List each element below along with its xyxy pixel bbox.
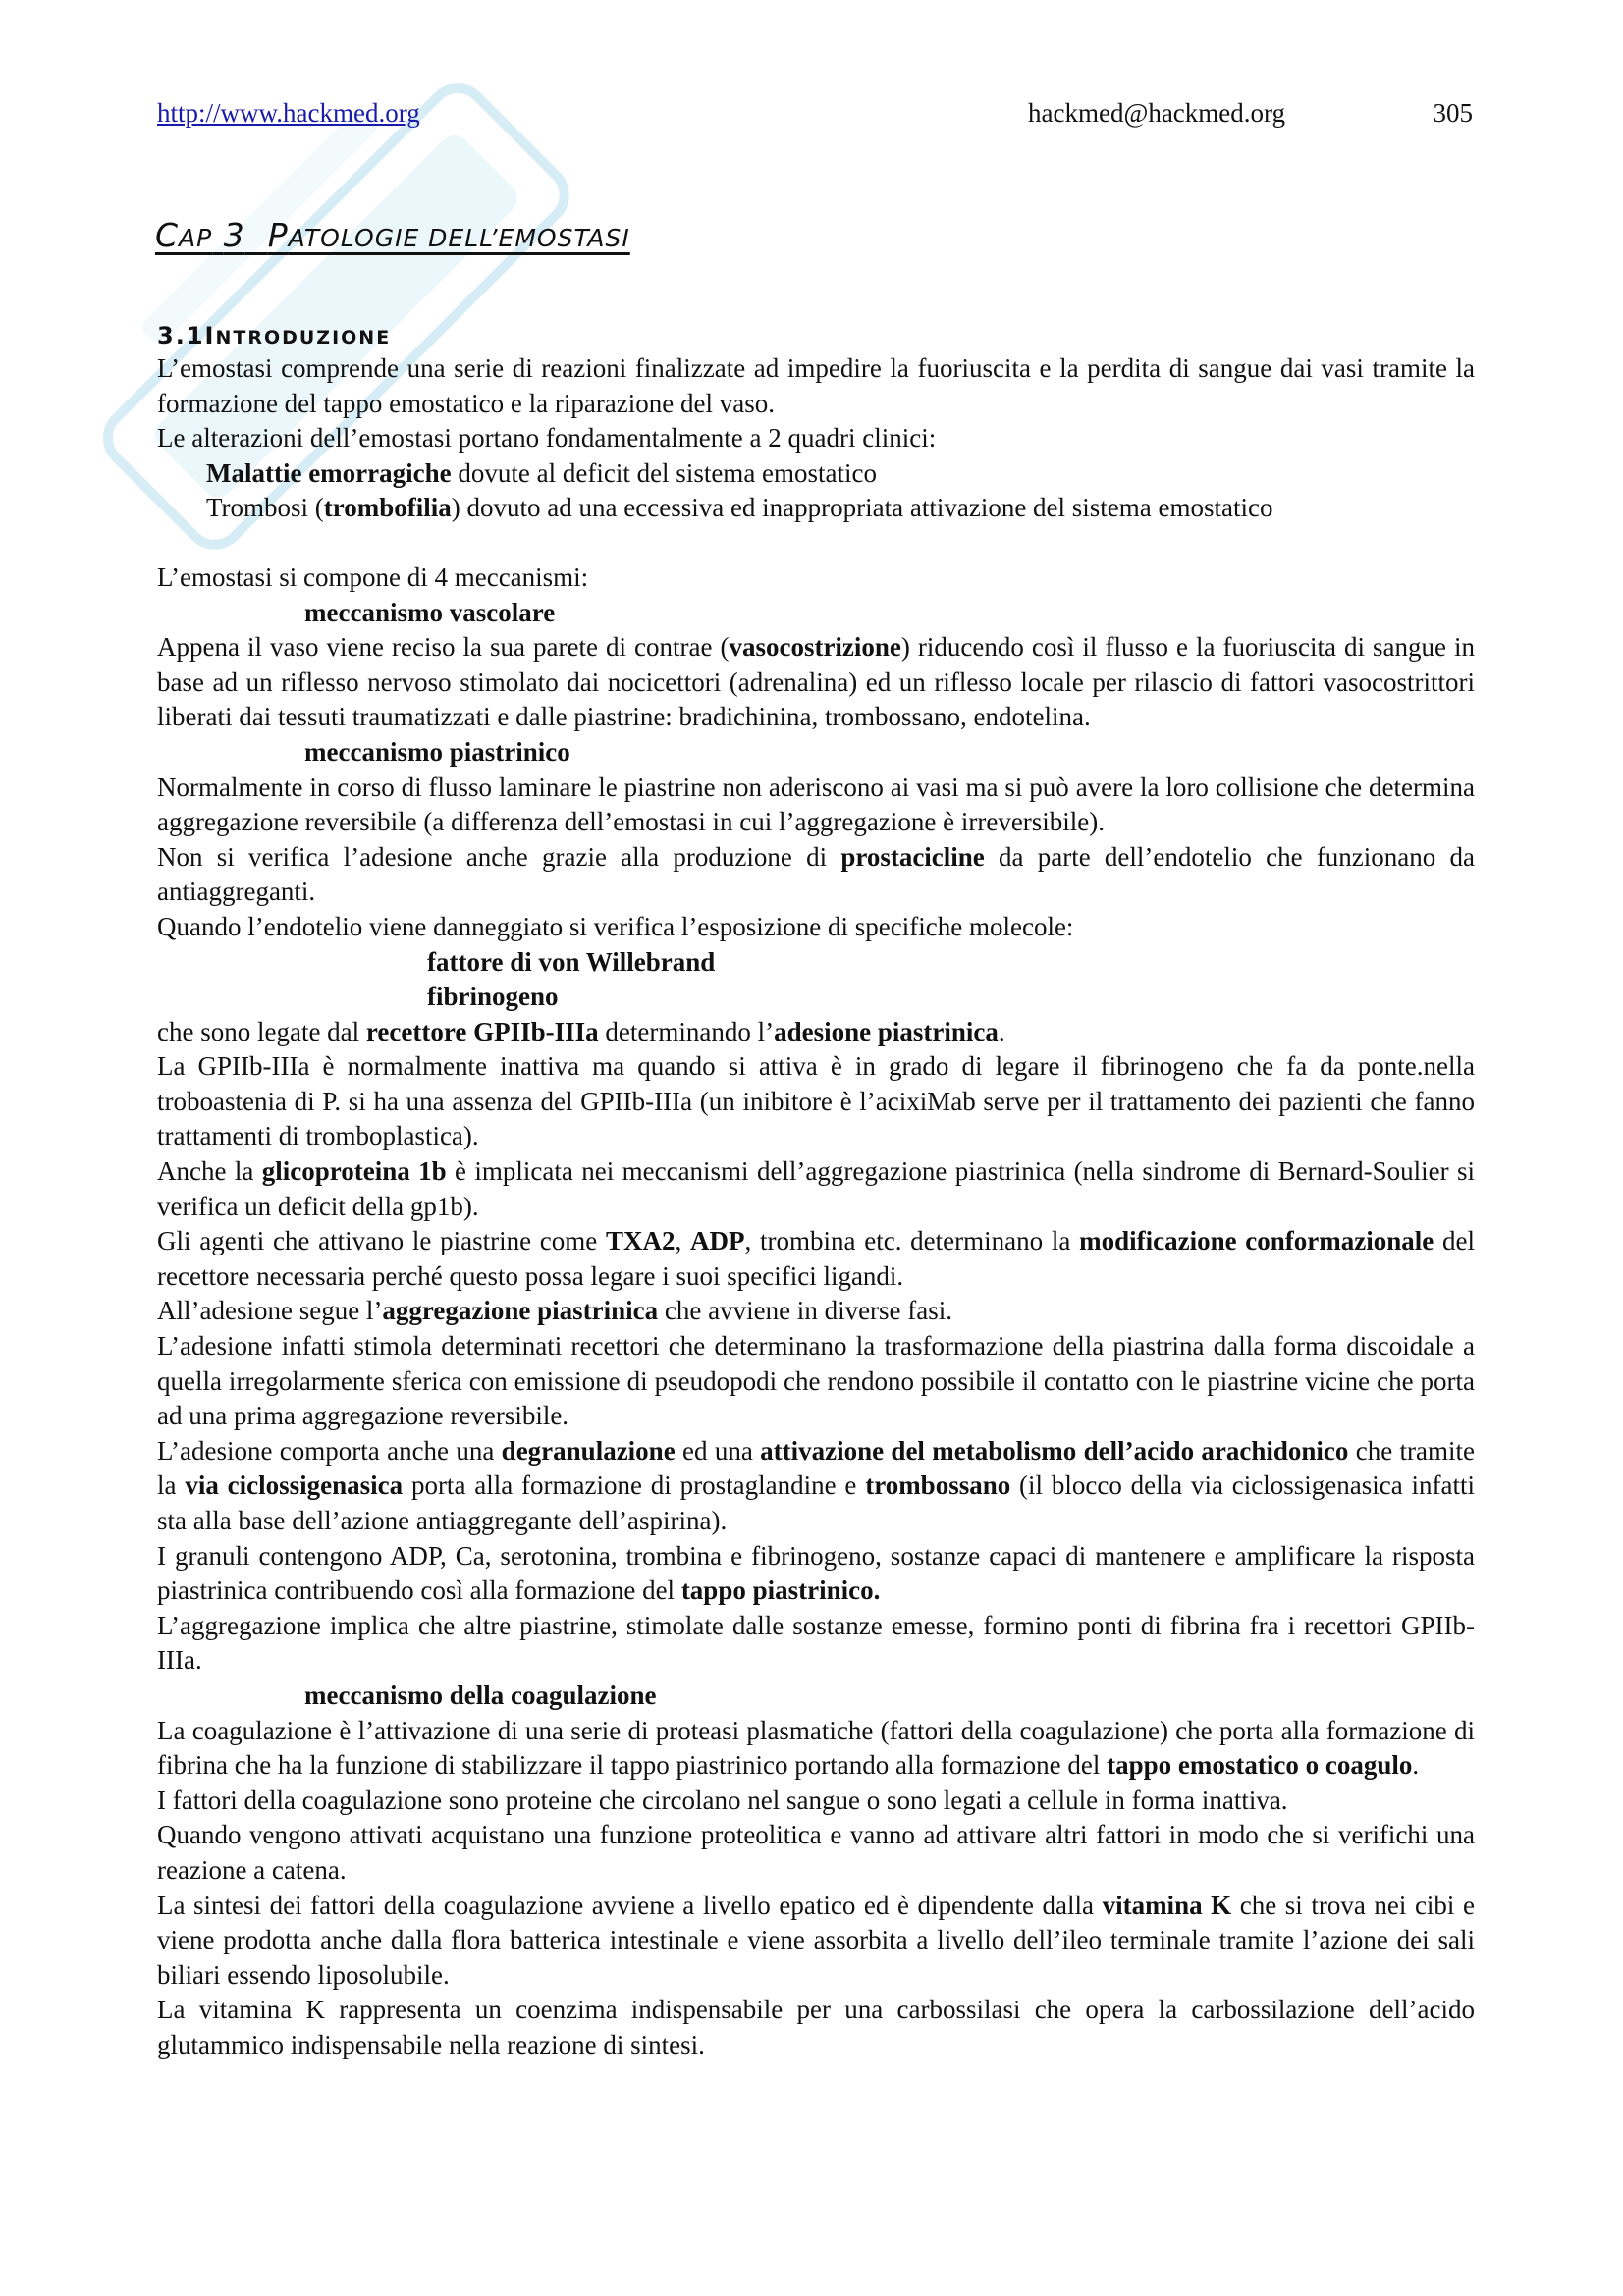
header-url-link[interactable]: http://www.hackmed.org xyxy=(157,98,420,128)
paragraph: L’adesione comporta anche una degranulazione ed una attivazione del metabolismo dell’acido arachidonico che tramite la via ciclossigenasica porta alla formazione di prostaglandine e trombossano (il blocco della via ciclossigenasica infatti sta alla base dell’azione antiaggregante dell’aspirina). xyxy=(157,1435,1475,1535)
paragraph: La vitamina K rappresenta un coenzima indispensabile per una carbossilasi che opera la carbossilazione dell’acido glutammico indispensabile nella reazione di sintesi. xyxy=(157,1995,1475,2059)
subheading-coagulation: meccanismo della coagulazione xyxy=(304,1680,657,1710)
paragraph: Non si verifica l’adesione anche grazie alla produzione di prostacicline da parte dell’endotelio che funzionano da antiaggreganti. xyxy=(157,841,1475,907)
paragraph: Normalmente in corso di flusso laminare le piastrine non aderiscono ai vasi ma si può avere la loro collisione che determina aggregazione reversibile (a differenza dell’emostasi in cui l’aggregazione è irreversibile). xyxy=(157,772,1475,837)
paragraph: Gli agenti che attivano le piastrine come TXA2, ADP, trombina etc. determinano la modificazione conformazionale del recettore necessaria perché questo possa legare i suoi specifici ligandi. xyxy=(157,1226,1475,1291)
paragraph: La GPIIb-IIIa è normalmente inattiva ma quando si attiva è in grado di legare il fibrinogeno che fa da ponte.nella troboastenia di P. si ha una assenza del GPIIb-IIIa (un inibitore è l’acixiMab serve per il trattamento dei pazienti che fanno trattamenti di tromboplastica). xyxy=(157,1051,1475,1151)
page-header xyxy=(157,98,1473,137)
paragraph: L’emostasi si compone di 4 meccanismi: xyxy=(157,561,589,592)
chapter-title: CAP 3 PATOLOGIE DELL’EMOSTASI xyxy=(155,216,630,254)
paragraph: La sintesi dei fattori della coagulazione avviene a livello epatico ed è dipendente dalla vitamina K che si trova nei cibi e viene prodotta anche dalla flora batterica intestinale e viene assorbita a livello dell’ileo terminale tramite l’azione dei sali biliari essendo liposolubile. xyxy=(157,1890,1475,1990)
paragraph: I granuli contengono ADP, Ca, serotonina, trombina e fibrinogeno, sostanze capaci di mantenere e amplificare la risposta piastrinica contribuendo così alla formazione del tappo piastrinico. xyxy=(157,1540,1475,1606)
list-item: fattore di von Willebrand xyxy=(427,946,716,977)
paragraph: L’emostasi comprende una serie di reazioni finalizzate ad impedire la fuoriuscita e la perdita di sangue dai vasi tramite la formazione del tappo emostatico e la riparazione del vaso. xyxy=(157,353,1475,418)
list-item: Trombosi (trombofilia) dovuto ad una eccessiva ed inappropriata attivazione del sistema emostatico xyxy=(206,493,1273,523)
paragraph: Quando vengono attivati acquistano una funzione proteolitica e vanno ad attivare altri fattori in modo che si verifichi una reazione a catena. xyxy=(157,1820,1475,1885)
list-item: Malattie emorragiche dovute al deficit del sistema emostatico xyxy=(206,457,878,488)
section-heading: 3.1INTRODUZIONE xyxy=(157,322,392,349)
header-email: hackmed@hackmed.org xyxy=(1028,98,1286,128)
document-body xyxy=(157,351,1475,2063)
page-number: 305 xyxy=(1433,98,1473,128)
paragraph: All’adesione segue l’aggregazione piastrinica che avviene in diverse fasi. xyxy=(157,1296,953,1326)
subheading-vascular: meccanismo vascolare xyxy=(304,597,556,627)
list-item: fibrinogeno xyxy=(427,982,559,1012)
paragraph: Anche la glicoproteina 1b è implicata nei meccanismi dell’aggregazione piastrinica (nella sindrome di Bernard-Soulier si verifica un deficit della gp1b). xyxy=(157,1156,1476,1221)
subheading-platelet: meccanismo piastrinico xyxy=(304,736,570,767)
paragraph: La coagulazione è l’attivazione di una serie di proteasi plasmatiche (fattori della coagulazione) che porta alla formazione di fibrina che ha la funzione di stabilizzare il tappo piastrinico portando alla formazione del tappo emostatico o coagulo. xyxy=(157,1715,1475,1781)
paragraph: Le alterazioni dell’emostasi portano fondamentalmente a 2 quadri clinici: xyxy=(157,423,937,454)
paragraph: che sono legate dal recettore GPIIb-IIIa determinando l’adesione piastrinica. xyxy=(157,1016,1005,1046)
paragraph: I fattori della coagulazione sono proteine che circolano nel sangue o sono legati a cellule in forma inattiva. xyxy=(157,1785,1288,1815)
paragraph: Quando l’endotelio viene danneggiato si verifica l’esposizione di specifiche molecole: xyxy=(157,911,1074,941)
paragraph: L’aggregazione implica che altre piastrine, stimolate dalle sostanze emesse, formino ponti di fibrina fra i recettori GPIIb-IIIa. xyxy=(157,1610,1475,1676)
paragraph: Appena il vaso viene reciso la sua parete di contrae (vasocostrizione) riducendo così il flusso e la fuoriuscita di sangue in base ad un riflesso nervoso stimolato dai nocicettori (adrenalina) ed un riflesso locale per rilascio di fattori vasocostrittori liberati dai tessuti traumatizzati e dalle piastrine: bradichinina, trombossano, endotelina. xyxy=(157,632,1475,732)
paragraph: L’adesione infatti stimola determinati recettori che determinano la trasformazione della piastrina dalla forma discoidale a quella irregolarmente sferica con emissione di pseudopodi che rendono possibile il contatto con le piastrine vicine che porta ad una prima aggregazione reversibile. xyxy=(157,1331,1475,1431)
